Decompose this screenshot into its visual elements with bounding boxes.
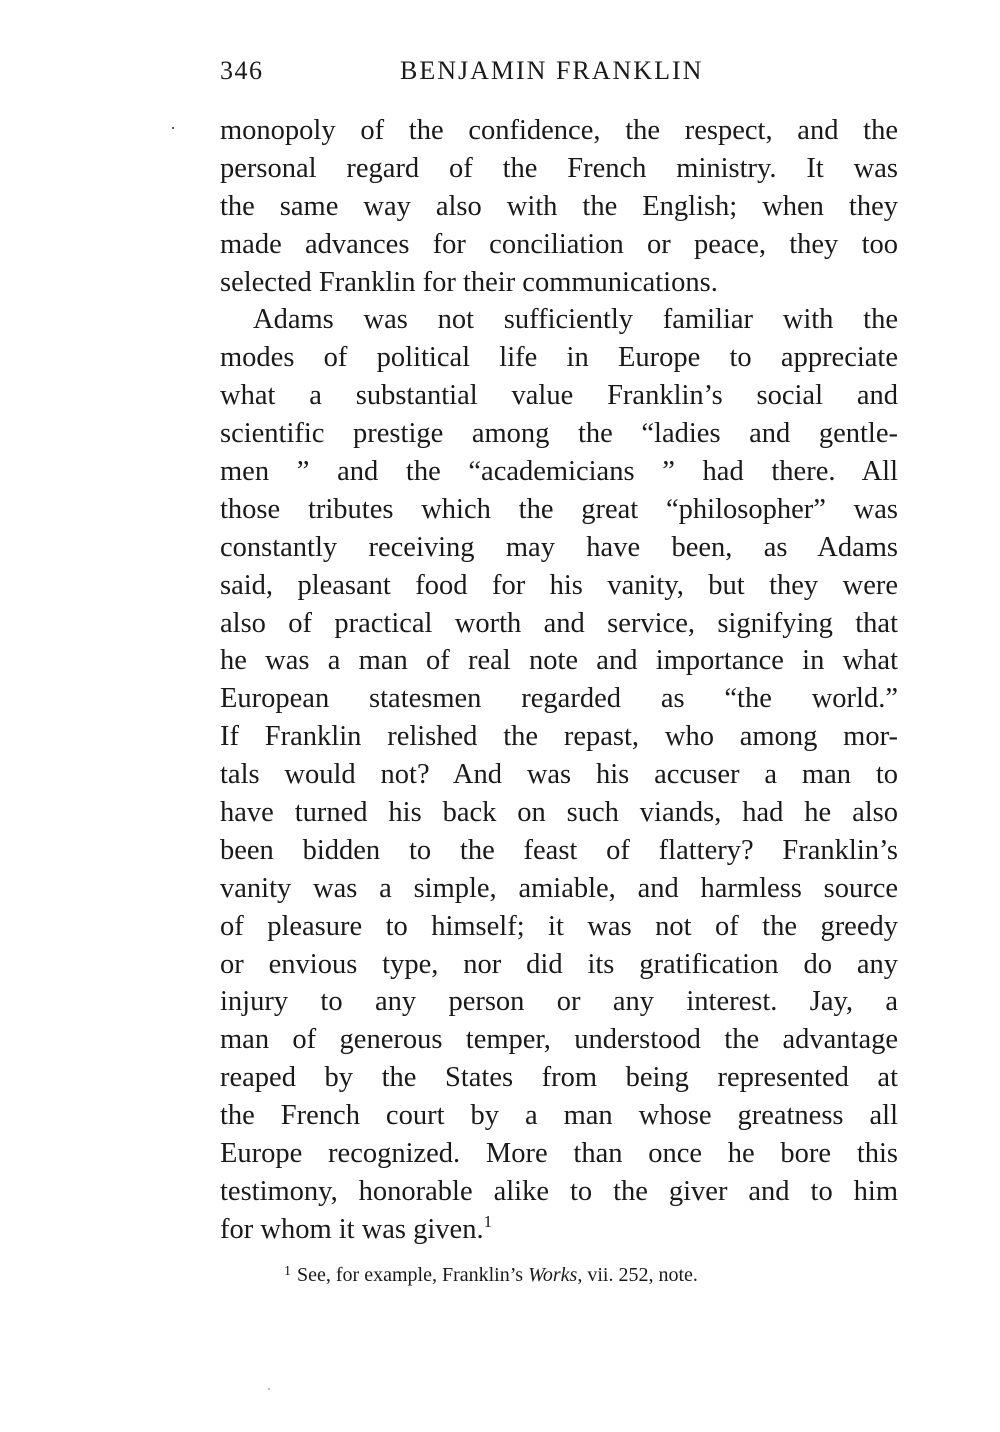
text-line: selected Franklin for their communications. [220,266,718,298]
text-line: said, pleasant food for his vanity, but they were [220,569,898,601]
text-line-content: for whom it was given. [220,1213,484,1245]
text-line: reaped by the States from being represented at [220,1062,898,1094]
text-line: vanity was a simple, amiable, and harmless source [220,872,898,904]
text-line: also of practical worth and service, signifying that [220,607,898,639]
running-title: BENJAMIN FRANKLIN [400,56,704,85]
running-head [220,56,900,96]
text-line: man of generous temper, understood the advantage [220,1024,898,1056]
footnote-text-before: See, for example, Franklin’s [297,1264,524,1286]
text-line: Europe recognized. More than once he bore this [220,1138,898,1170]
text-line-paragraph-start: Adams was not sufficiently familiar with the [253,304,898,336]
stray-ink-mark: · [170,118,176,138]
text-line: If Franklin relished the repast, who among mor- [220,721,898,753]
footnote-marker: 1 [284,1264,291,1279]
text-line: modes of political life in Europe to appreciate [220,342,898,374]
text-line: injury to any person or any interest. Jay, a [220,986,898,1018]
text-line: monopoly of the confidence, the respect, and the [220,115,898,146]
text-line: he was a man of real note and importance in what [220,645,898,677]
page-number: 346 [220,56,264,85]
text-line-with-footnote [220,1211,898,1249]
text-line: those tributes which the great “philosopher” was [220,493,898,525]
footnote-text-after: , vii. 252, note. [577,1264,698,1286]
text-line: European statesmen regarded as “the world.” [220,683,898,715]
body-text [220,112,898,1249]
text-line: personal regard of the French ministry. It was [220,152,898,184]
text-line: the French court by a man whose greatness all [220,1100,898,1132]
text-line: or envious type, nor did its gratification do any [220,948,898,980]
footnote-reference[interactable]: 1 [483,1211,493,1231]
text-line: have turned his back on such viands, had he also [220,797,898,829]
text-line: the same way also with the English; when they [220,190,898,222]
text-line: constantly receiving may have been, as Adams [220,531,898,563]
text-line: made advances for conciliation or peace, they too [220,228,898,260]
text-line: been bidden to the feast of flattery? Franklin’s [220,834,898,866]
text-line: men ” and the “academicians ” had there. All [220,456,898,488]
text-line: scientific prestige among the “ladies and gentle- [220,418,898,450]
footnote [284,1258,698,1289]
footnote-work-title: Works [528,1264,578,1286]
text-line: of pleasure to himself; it was not of the greedy [220,910,898,942]
text-line: testimony, honorable alike to the giver and to him [220,1175,898,1207]
text-line: tals would not? And was his accuser a man to [220,759,898,791]
text-line: what a substantial value Franklin’s social and [220,380,898,412]
paper-speck [268,1388,270,1390]
